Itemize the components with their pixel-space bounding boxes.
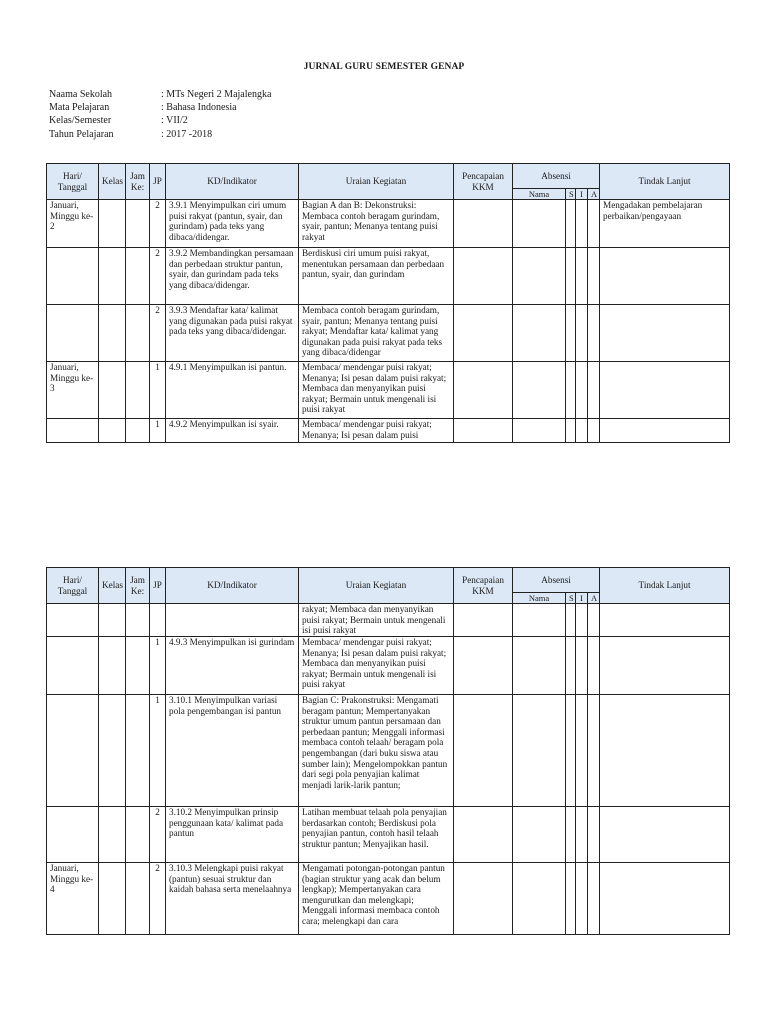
cell-tindak [600,362,730,419]
info-value: : Bahasa Indonesia [161,102,237,114]
cell-kkm [454,419,513,443]
cell-uraian: Berdiskusi ciri umum puisi rakyat, menentukan persamaan dan perbedaan pantun, syair, dan gurindam [299,248,454,305]
cell-hari [47,419,99,443]
cell-nama [513,637,566,695]
cell-jp: 2 [150,807,166,863]
cell-tindak [600,419,730,443]
info-row-subject [49,101,271,114]
cell-nama [513,362,566,419]
cell-uraian: Membaca/ mendengar puisi rakyat; Menanya; Isi pesan dalam puisi rakyat; Membaca dan menyanyikan puisi rakyat; Bermain untuk mengenali isi puisi rakyat [299,637,454,695]
cell-kd: 3.10.2 Menyimpulkan prinsip penggunaan kata/ kalimat pada pantun [166,807,299,863]
info-row-year [49,128,271,141]
cell-kd: 4.9.2 Menyimpulkan isi syair. [166,419,299,443]
table-row [47,419,730,443]
cell-kelas [99,695,126,807]
header-s: S [566,189,576,200]
cell-kelas [99,637,126,695]
cell-kelas [99,362,126,419]
table-row [47,807,730,863]
cell-a [588,362,600,419]
cell-hari [47,604,99,637]
table-row [47,695,730,807]
cell-jp: 1 [150,637,166,695]
cell-hari: Januari, Minggu ke-4 [47,863,99,935]
cell-tindak [600,863,730,935]
cell-kd: 4.9.1 Menyimpulkan isi pantun. [166,362,299,419]
info-row-school [49,88,271,101]
cell-jam [126,419,150,443]
table-row [47,305,730,362]
info-label: Mata Pelajaran [49,102,110,114]
cell-nama [513,807,566,863]
cell-kelas [99,200,126,248]
cell-hari: Januari, Minggu ke-2 [47,200,99,248]
cell-nama [513,695,566,807]
cell-hari [47,305,99,362]
info-value: : VII/2 [161,115,188,127]
cell-i [576,419,588,443]
header-tindak: Tindak Lanjut [600,568,730,604]
header-hari: Hari/ Tanggal [47,164,99,200]
cell-jam [126,248,150,305]
cell-s [566,305,576,362]
cell-uraian: rakyat; Membaca dan menyanyikan puisi rakyat; Bermain untuk mengenali isi puisi rakyat [299,604,454,637]
cell-jp: 1 [150,695,166,807]
info-row-class [49,114,271,127]
cell-a [588,419,600,443]
cell-tindak [600,807,730,863]
cell-kkm [454,200,513,248]
cell-s [566,695,576,807]
cell-s [566,419,576,443]
cell-jam [126,200,150,248]
cell-kd: 3.10.3 Melengkapi puisi rakyat (pantun) sesuai struktur dan kaidah bahasa serta menelaahnya [166,863,299,935]
header-absensi: Absensi [513,568,600,593]
table-row [47,604,730,637]
school-info [49,88,271,141]
info-label: Tahun Pelajaran [49,128,114,140]
header-jp: JP [150,568,166,604]
cell-hari [47,807,99,863]
cell-i [576,637,588,695]
cell-kkm [454,604,513,637]
header-i: I [576,189,588,200]
cell-tindak [600,604,730,637]
cell-hari [47,695,99,807]
cell-i [576,200,588,248]
cell-nama [513,419,566,443]
header-kkm: Pencapaian KKM [454,568,513,604]
header-nama: Nama [513,593,566,604]
cell-i [576,248,588,305]
cell-a [588,305,600,362]
header-absensi: Absensi [513,164,600,189]
cell-a [588,695,600,807]
journal-table-1 [46,163,730,443]
cell-i [576,305,588,362]
cell-hari [47,637,99,695]
cell-kkm [454,807,513,863]
header-s: S [566,593,576,604]
cell-uraian: Bagian C: Prakonstruksi: Mengamati beragam pantun; Mempertanyakan struktur umum pantun persamaan dan perbedaan pantun; Menggali informasi membaca contoh telaah/ beragam pola pengembangan (dari buku siswa atau sumber lain); Mengelompokkan pantun dari segi pola penyajian kalimat menjadi larik-larik pantun; [299,695,454,807]
cell-nama [513,200,566,248]
cell-a [588,637,600,695]
table-row [47,362,730,419]
cell-kkm [454,362,513,419]
table-row [47,637,730,695]
cell-kd: 3.10.1 Menyimpulkan variasi pola pengembangan isi pantun [166,695,299,807]
cell-nama [513,305,566,362]
header-kd: KD/Indikator [166,568,299,604]
header-kelas: Kelas [99,568,126,604]
cell-kkm [454,863,513,935]
cell-i [576,604,588,637]
cell-jam [126,604,150,637]
cell-s [566,200,576,248]
cell-kd: 4.9.3 Menyimpulkan isi gurindam [166,637,299,695]
cell-jam [126,695,150,807]
cell-i [576,807,588,863]
cell-tindak: Mengadakan pembelajaran perbaikan/pengayaan [600,200,730,248]
header-nama: Nama [513,189,566,200]
cell-kd: 3.9.3 Mendaftar kata/ kalimat yang digunakan pada puisi rakyat pada teks yang dibaca/didengar. [166,305,299,362]
cell-kd: 3.9.2 Membandingkan persamaan dan perbedaan struktur pantun, syair, dan gurindam pada teks yang dibaca/didengar. [166,248,299,305]
cell-jp: 1 [150,419,166,443]
table-row [47,248,730,305]
cell-kelas [99,807,126,863]
cell-uraian: Membaca/ mendengar puisi rakyat; Menanya; Isi pesan dalam puisi rakyat; Membaca dan menyanyikan puisi rakyat; Bermain untuk mengenali isi puisi rakyat [299,362,454,419]
cell-kelas [99,604,126,637]
cell-nama [513,248,566,305]
cell-tindak [600,305,730,362]
cell-jam [126,362,150,419]
cell-a [588,604,600,637]
cell-jam [126,305,150,362]
header-kelas: Kelas [99,164,126,200]
cell-jp [150,604,166,637]
header-tindak: Tindak Lanjut [600,164,730,200]
cell-nama [513,863,566,935]
header-uraian: Uraian Kegiatan [299,568,454,604]
cell-uraian: Membaca/ mendengar puisi rakyat; Menanya; Isi pesan dalam puisi [299,419,454,443]
cell-a [588,863,600,935]
header-jp: JP [150,164,166,200]
cell-jam [126,863,150,935]
cell-i [576,362,588,419]
cell-kd [166,604,299,637]
cell-kkm [454,248,513,305]
cell-s [566,362,576,419]
cell-kkm [454,637,513,695]
cell-tindak [600,248,730,305]
cell-hari [47,248,99,305]
header-kd: KD/Indikator [166,164,299,200]
cell-tindak [600,637,730,695]
cell-jp: 2 [150,248,166,305]
cell-s [566,248,576,305]
cell-s [566,604,576,637]
info-value: : MTs Negeri 2 Majalengka [161,89,272,100]
header-kkm: Pencapaian KKM [454,164,513,200]
cell-kelas [99,305,126,362]
cell-a [588,248,600,305]
journal-table-2 [46,567,730,935]
cell-uraian: Mengamati potongan-potongan pantun (bagian struktur yang acak dan belum lengkap); Mempertanyakan cara mengurutkan dan melengkapi; Menggali informasi membaca contoh cara; melengkapi dan cara [299,863,454,935]
cell-uraian: Bagian A dan B: Dekonstruksi: Membaca contoh beragam gurindam, syair, pantun; Menanya tentang puisi rakyat [299,200,454,248]
cell-kd: 3.9.1 Menyimpulkan ciri umum puisi rakyat (pantun, syair, dan gurindam) pada teks yang dibaca/didengar. [166,200,299,248]
cell-kelas [99,419,126,443]
cell-kelas [99,248,126,305]
cell-a [588,807,600,863]
info-label: Naama Sekolah [49,89,113,100]
header-uraian: Uraian Kegiatan [299,164,454,200]
cell-s [566,863,576,935]
header-jam: Jam Ke: [126,164,150,200]
header-hari: Hari/ Tanggal [47,568,99,604]
cell-jp: 2 [150,863,166,935]
info-value: : 2017 -2018 [161,128,213,140]
header-jam: Jam Ke: [126,568,150,604]
cell-s [566,807,576,863]
cell-hari: Januari, Minggu ke-3 [47,362,99,419]
cell-kkm [454,695,513,807]
cell-jam [126,807,150,863]
cell-uraian: Latihan membuat telaah pola penyajian berdasarkan contoh; Berdiskusi pola penyajian pantun, contoh hasil telaah struktur pantun; Menyajikan hasil. [299,807,454,863]
cell-jp: 2 [150,305,166,362]
document-title: JURNAL GURU SEMESTER GENAP [303,62,465,72]
header-a: A [588,593,600,604]
cell-jam [126,637,150,695]
cell-i [576,695,588,807]
cell-tindak [600,695,730,807]
cell-i [576,863,588,935]
cell-kkm [454,305,513,362]
cell-s [566,637,576,695]
info-label: Kelas/Semester [49,115,112,127]
table-row [47,863,730,935]
cell-jp: 2 [150,200,166,248]
cell-nama [513,604,566,637]
cell-kelas [99,863,126,935]
table-row [47,200,730,248]
cell-uraian: Membaca contoh beragam gurindam, syair, pantun; Menanya tentang puisi rakyat; Mendaftar kata/ kalimat yang digunakan pada puisi rakyat pada teks yang dibaca/didengar [299,305,454,362]
header-a: A [588,189,600,200]
cell-jp: 1 [150,362,166,419]
cell-a [588,200,600,248]
header-i: I [576,593,588,604]
